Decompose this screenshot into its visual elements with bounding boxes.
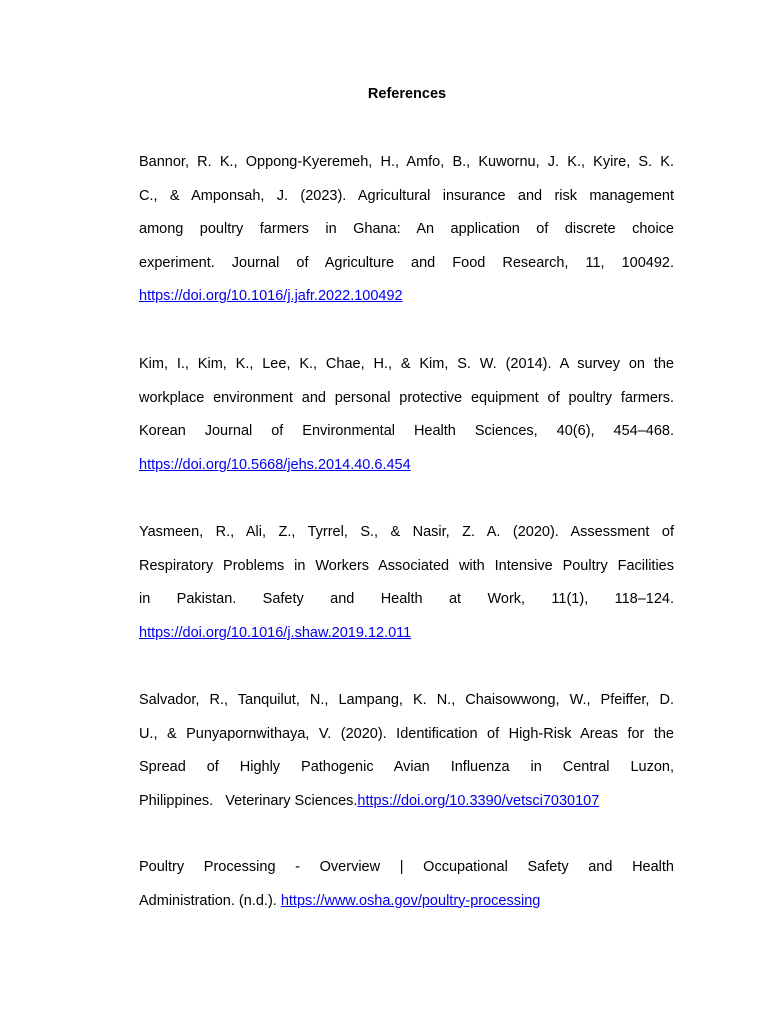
doi-link[interactable]: https://doi.org/10.3390/vetsci7030107: [357, 792, 600, 809]
reference-line: Yasmeen, R., Ali, Z., Tyrrel, S., & Nasir, Z. A. (2020). Assessment of: [139, 524, 674, 540]
reference-entry: [139, 684, 674, 818]
reference-line: C., & Amponsah, J. (2023). Agricultural insurance and risk management: [139, 187, 674, 204]
reference-line: Bannor, R. K., Oppong-Kyeremeh, H., Amfo, B., Kuwornu, J. K., Kyire, S. K.: [139, 154, 674, 170]
reference-line: Philippines. Veterinary Sciences.: [139, 792, 358, 809]
reference-line: Respiratory Problems in Workers Associated with Intensive Poultry Facilities: [139, 557, 674, 574]
reference-line: Korean Journal of Environmental Health Sciences, 40(6), 454–468.: [139, 423, 674, 440]
doi-link[interactable]: https://doi.org/10.5668/jehs.2014.40.6.454: [139, 456, 411, 473]
reference-line: among poultry farmers in Ghana: An application of discrete choice: [139, 221, 674, 238]
reference-entry: [139, 348, 674, 482]
reference-line: Salvador, R., Tanquilut, N., Lampang, K. N., Chaisowwong, W., Pfeiffer, D.: [139, 692, 674, 708]
reference-line: experiment. Journal of Agriculture and Food Research, 11, 100492.: [139, 254, 674, 271]
reference-line: workplace environment and personal protective equipment of poultry farmers.: [139, 389, 674, 406]
reference-line: Poultry Processing - Overview | Occupational Safety and Health: [139, 859, 674, 875]
reference-line: in Pakistan. Safety and Health at Work, 11(1), 118–124.: [139, 591, 674, 608]
reference-line: Kim, I., Kim, K., Lee, K., Chae, H., & Kim, S. W. (2014). A survey on the: [139, 356, 674, 372]
reference-line: Administration. (n.d.).: [139, 892, 281, 909]
reference-line: Spread of Highly Pathogenic Avian Influenza in Central Luzon,: [139, 759, 674, 776]
web-link[interactable]: https://www.osha.gov/poultry-processing: [280, 892, 541, 909]
reference-entry: [139, 851, 674, 918]
doi-link[interactable]: https://doi.org/10.1016/j.jafr.2022.100492: [139, 288, 403, 305]
reference-line: U., & Punyapornwithaya, V. (2020). Identification of High-Risk Areas for the: [139, 725, 674, 742]
page-title: References: [367, 86, 447, 102]
reference-entry: [139, 146, 674, 314]
doi-link[interactable]: https://doi.org/10.1016/j.shaw.2019.12.011: [139, 624, 412, 641]
reference-entry: [139, 516, 674, 650]
